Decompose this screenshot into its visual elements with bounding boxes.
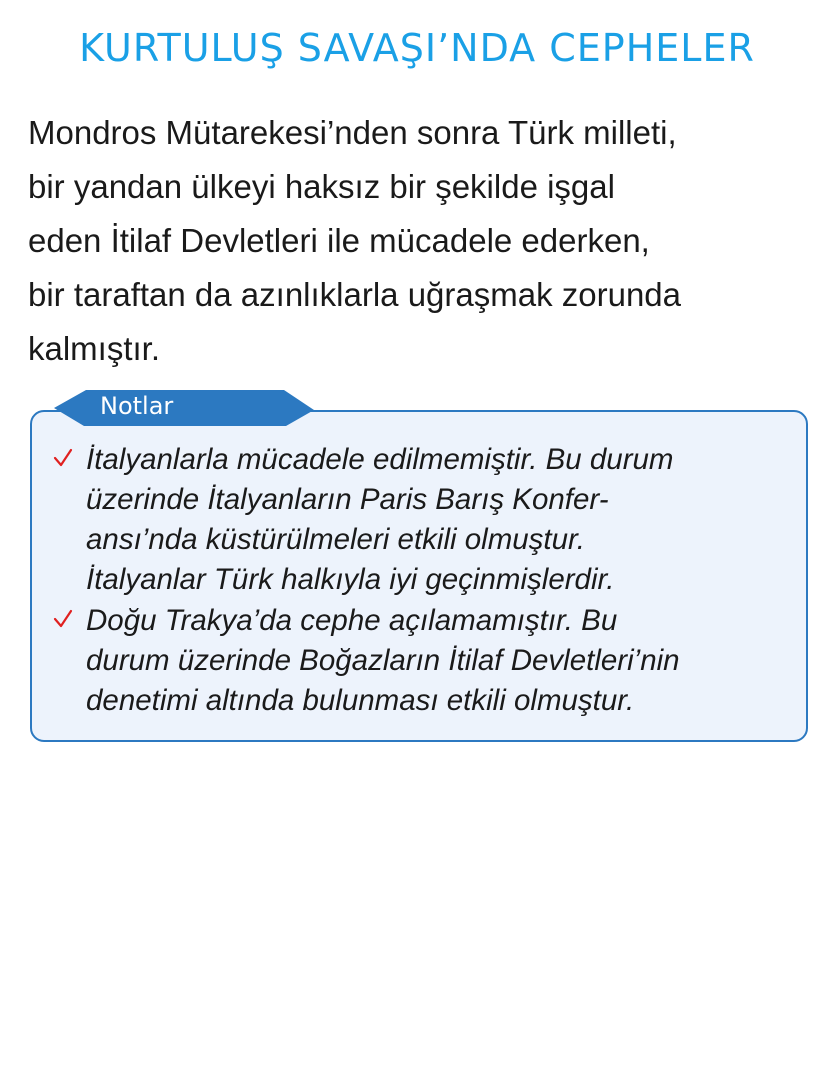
note-line: durum üzerinde Boğazların İtilaf Devletleri’nin [86, 644, 680, 677]
notes-tab [54, 388, 314, 428]
notes-list [50, 440, 810, 722]
intro-line: Mondros Mütarekesi’nden sonra Türk milleti, [28, 114, 677, 151]
intro-line: eden İtilaf Devletleri ile mücadele ederken, [28, 222, 650, 259]
intro-paragraph [28, 106, 818, 376]
notes-tab-label: Notlar [100, 392, 174, 420]
note-line: ansı’nda küstürülmeleri etkili olmuştur. [86, 523, 585, 556]
note-line: Doğu Trakya’da cephe açılamamıştır. Bu [86, 604, 618, 637]
note-line: İtalyanlar Türk halkıyla iyi geçinmişlerdir. [86, 563, 615, 596]
note-line: üzerinde İtalyanların Paris Barış Konfer- [86, 483, 609, 516]
intro-line: kalmıştır. [28, 330, 161, 367]
list-item [50, 601, 810, 721]
note-line: İtalyanlarla mücadele edilmemiştir. Bu durum [86, 443, 674, 476]
check-icon [52, 607, 74, 629]
list-item [50, 440, 810, 600]
intro-line: bir taraftan da azınlıklarla uğraşmak zorunda [28, 276, 682, 313]
intro-line: bir yandan ülkeyi haksız bir şekilde işgal [28, 168, 615, 205]
note-line: denetimi altında bulunması etkili olmuştur. [86, 684, 635, 717]
notes-tab-shape [54, 388, 314, 428]
page-title: KURTULUŞ SAVAŞI’NDA CEPHELER [79, 26, 755, 70]
check-icon [52, 446, 74, 468]
